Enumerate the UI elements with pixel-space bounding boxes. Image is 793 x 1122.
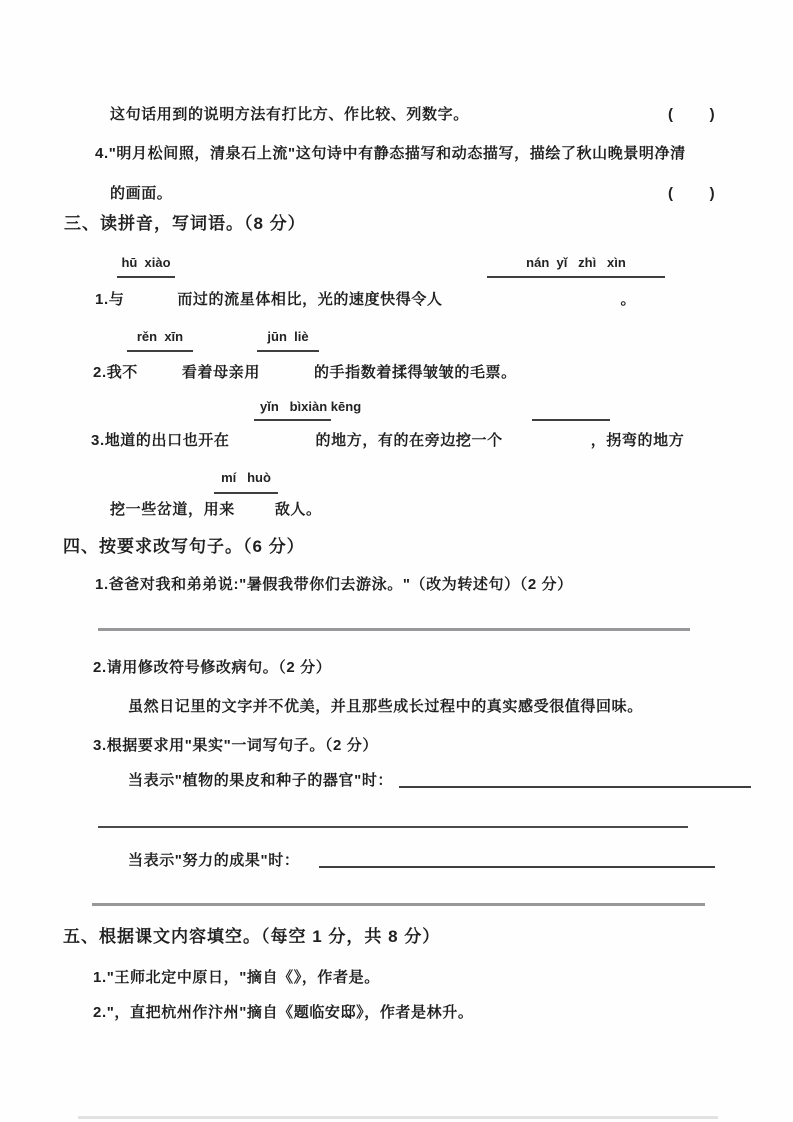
- sentence-segment: 。: [620, 291, 637, 308]
- section-four-heading: 四、按要求改写句子。（6 分）: [63, 537, 305, 556]
- pinyin-label-ren-xin: rěn xīn: [136, 329, 184, 344]
- sentence-segment: 敌人。: [274, 501, 322, 518]
- pinyin-answer-line: [117, 276, 175, 278]
- section-five-heading: 五、根据课文内容填空。（每空 1 分，共 8 分）: [63, 927, 441, 946]
- paren-close: ): [709, 106, 716, 123]
- sentence-segment: ，拐弯的地方: [590, 432, 685, 449]
- pinyin-answer-line: [214, 492, 278, 494]
- q4-line-2: 的画面。: [110, 185, 173, 202]
- truefalse-paren-2: [668, 185, 715, 203]
- fill-sentence-2: [93, 364, 517, 382]
- fill-from-text-q1: 1."王师北定中原日，"摘自《》，作者是。: [93, 969, 380, 986]
- statement-line: 这句话用到的说明方法有打比方、作比较、列数字。: [110, 106, 469, 123]
- sentence-segment: 1.与: [95, 291, 125, 308]
- pinyin-label-yin-bi-xian-keng: yǐn bìxiàn kēng: [260, 399, 362, 414]
- fill-gap: [230, 444, 316, 445]
- pinyin-label-jun-lie: jūn liè: [267, 329, 309, 344]
- fill-from-text-q2: 2."，直把杭州作汴州"摘自《题临安邸》，作者是林升。: [93, 1004, 474, 1021]
- revise-sentence: 虽然日记里的文字并不优美，并且那些成长过程中的真实感受很值得回味。: [128, 698, 643, 715]
- fill-sentence-3: [91, 432, 684, 450]
- pinyin-label-hu-xiao: hū xiào: [121, 255, 171, 270]
- pinyin-answer-line: [532, 419, 610, 421]
- paren-open: (: [668, 106, 674, 123]
- fill-gap: [235, 513, 275, 514]
- pinyin-label-mi-huo: mí huò: [221, 470, 271, 485]
- q4-line-1: 4."明月松间照，清泉石上流"这句诗中有静态描写和动态描写，描绘了秋山晚景明净清: [95, 145, 686, 162]
- pinyin-answer-line: [257, 350, 319, 352]
- answer-continuation-line: [98, 826, 688, 828]
- rewrite-question-1: 1.爸爸对我和弟弟说:"暑假我带你们去游泳。"（改为转述句）（2 分）: [95, 576, 573, 593]
- sentence-segment: 2.我不: [93, 364, 138, 381]
- fill-gap: [138, 376, 182, 377]
- fill-gap: [443, 303, 621, 304]
- fill-sentence-4: [110, 501, 322, 519]
- prompt-text: 当表示"植物的果皮和种子的器官"时：: [128, 772, 394, 789]
- sentence-segment: 看着母亲用: [181, 364, 260, 381]
- answer-line-1: [98, 628, 690, 631]
- usage-prompt-2: [128, 852, 715, 870]
- revise-question-2: 2.请用修改符号修改病句。（2 分）: [93, 659, 332, 676]
- answer-line-2: [92, 903, 705, 906]
- sentence-segment: 的地方，有的在旁边挖一个: [315, 432, 503, 449]
- sentence-segment: 而过的流星体相比，光的速度快得令人: [177, 291, 443, 308]
- fill-gap: [260, 376, 314, 377]
- paren-close: ): [709, 185, 716, 202]
- fill-gap: [124, 303, 177, 304]
- word-usage-question-3: 3.根据要求用"果实"一词写句子。（2 分）: [93, 737, 378, 754]
- scan-edge-artifact: [78, 1116, 718, 1119]
- fill-sentence-1: [95, 291, 636, 309]
- pinyin-answer-line: [127, 350, 193, 352]
- sentence-segment: 挖一些岔道，用来: [110, 501, 235, 518]
- sentence-segment: 的手指数着揉得皱皱的毛票。: [313, 364, 517, 381]
- usage-prompt-1: [128, 772, 751, 790]
- fill-gap: [503, 444, 591, 445]
- prompt-text: 当表示"努力的成果"时：: [128, 852, 300, 869]
- pinyin-answer-line: [487, 276, 665, 278]
- write-blank-2: [319, 853, 715, 868]
- sentence-segment: 3.地道的出口也开在: [91, 432, 230, 449]
- paren-gap: [674, 197, 710, 198]
- truefalse-paren-1: [668, 106, 715, 124]
- pinyin-answer-line: [254, 419, 331, 421]
- pinyin-label-nan-yi-zhi-xin: nán yǐ zhì xìn: [526, 255, 626, 270]
- write-blank-1: [399, 773, 751, 788]
- section-three-heading: 三、读拼音，写词语。（8 分）: [64, 214, 306, 233]
- paren-open: (: [668, 185, 674, 202]
- paren-gap: [674, 118, 710, 119]
